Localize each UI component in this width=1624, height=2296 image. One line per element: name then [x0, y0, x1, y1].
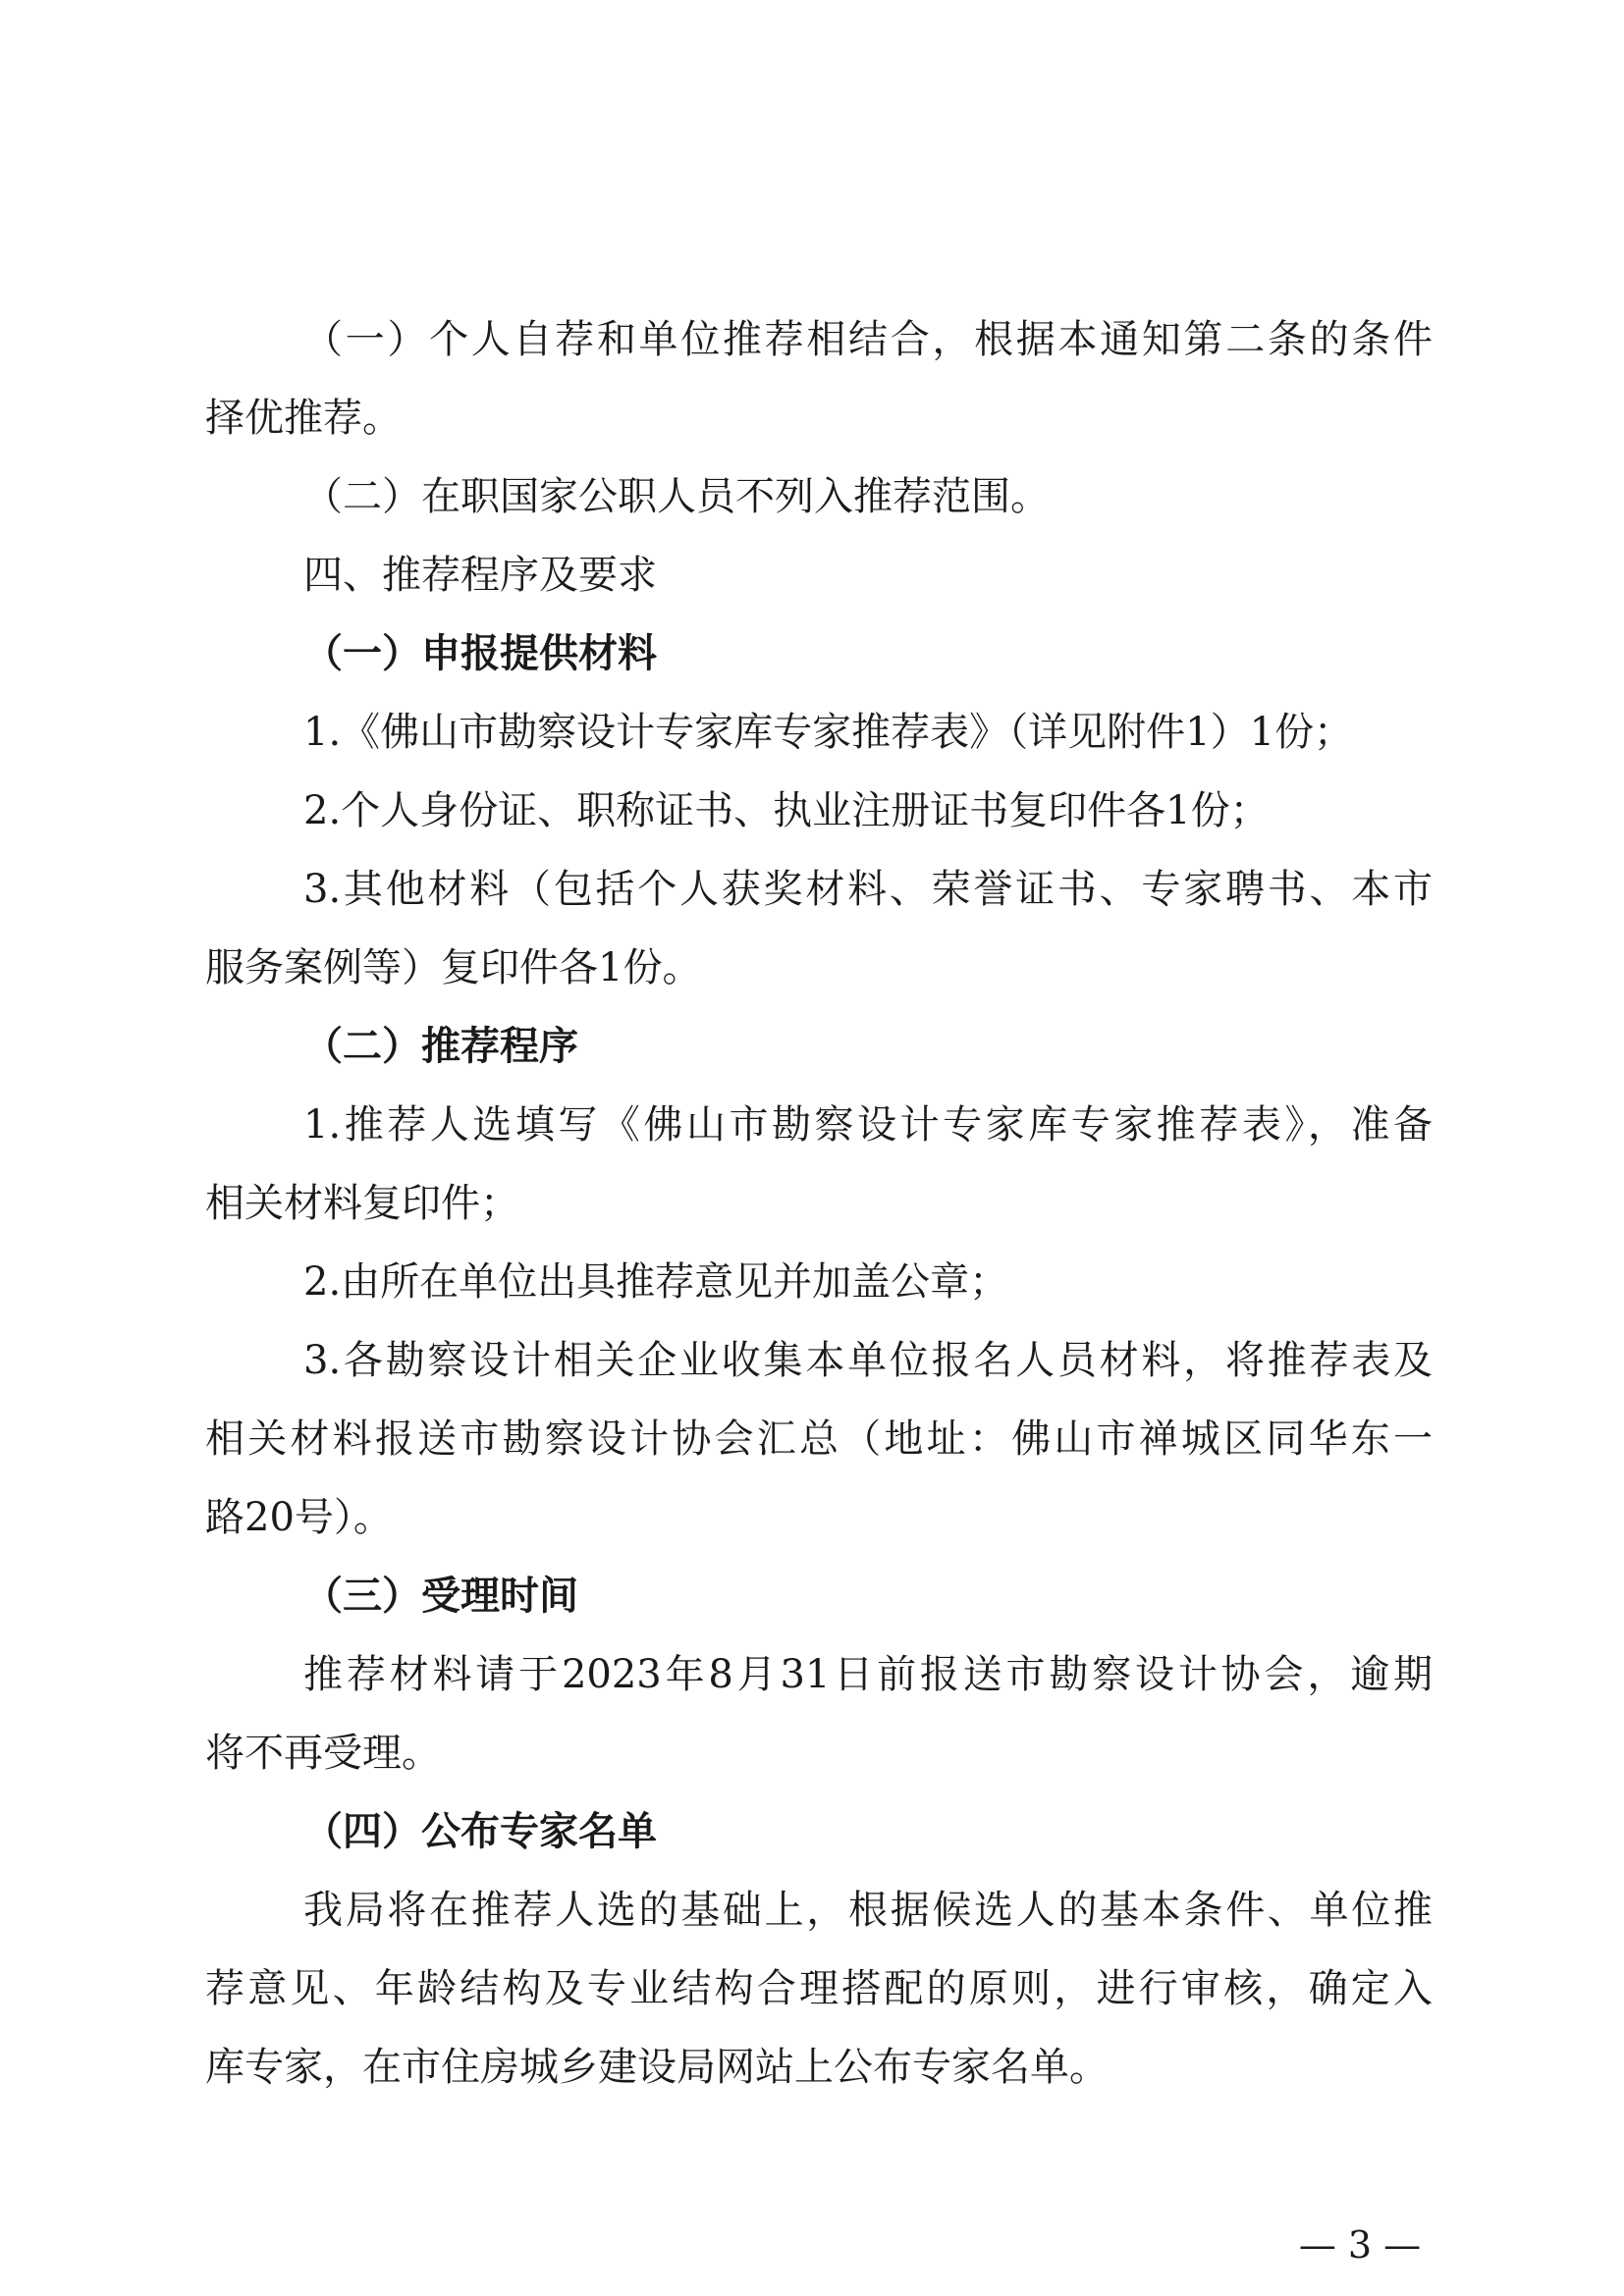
paragraph-line: 将不再受理。	[205, 1731, 441, 1776]
paragraph-line: 我局将在推荐人选的基础上，根据候选人的基本条件、单位推	[303, 1888, 1433, 1933]
list-item-line: 3.各勘察设计相关企业收集本单位报名人员材料，将推荐表及	[303, 1338, 1433, 1383]
subsection-heading: （四）公布专家名单	[303, 1808, 657, 1854]
section-heading: 四、推荐程序及要求	[303, 553, 657, 598]
list-item-line: 3.其他材料（包括个人获奖材料、荣誉证书、专家聘书、本市	[303, 867, 1433, 912]
list-item-line: 相关材料报送市勘察设计协会汇总（地址：佛山市禅城区同华东一	[205, 1416, 1433, 1462]
list-item-line: 服务案例等）复印件各1份。	[205, 945, 702, 990]
paragraph-line: （一）个人自荐和单位推荐相结合，根据本通知第二条的条件	[303, 317, 1433, 362]
subsection-heading: （二）推荐程序	[303, 1023, 578, 1069]
paragraph-line: （二）在职国家公职人员不列入推荐范围。	[303, 474, 1050, 519]
subsection-heading: （一）申报提供材料	[303, 630, 657, 676]
paragraph-line: 推荐材料请于2023年8月31日前报送市勘察设计协会，逾期	[303, 1652, 1433, 1697]
paragraph-line: 库专家，在市住房城乡建设局网站上公布专家名单。	[205, 2045, 1109, 2090]
page-number: — 3 —	[1298, 2223, 1422, 2267]
paragraph-line: 荐意见、年龄结构及专业结构合理搭配的原则，进行审核，确定入	[205, 1966, 1433, 2011]
list-item-line: 2.由所在单位出具推荐意见并加盖公章；	[303, 1259, 1009, 1305]
paragraph-line: 择优推荐。	[205, 396, 402, 441]
list-item-line: 2.个人身份证、职称证书、执业注册证书复印件各1份；	[303, 788, 1270, 833]
list-item-line: 1.推荐人选填写《佛山市勘察设计专家库专家推荐表》，准备	[303, 1102, 1433, 1148]
subsection-heading: （三）受理时间	[303, 1573, 578, 1619]
list-item-line: 路20号）。	[205, 1495, 393, 1540]
list-item-line: 相关材料复印件；	[205, 1181, 519, 1226]
list-item-line: 1.《佛山市勘察设计专家库专家推荐表》（详见附件1）1份；	[303, 710, 1354, 755]
